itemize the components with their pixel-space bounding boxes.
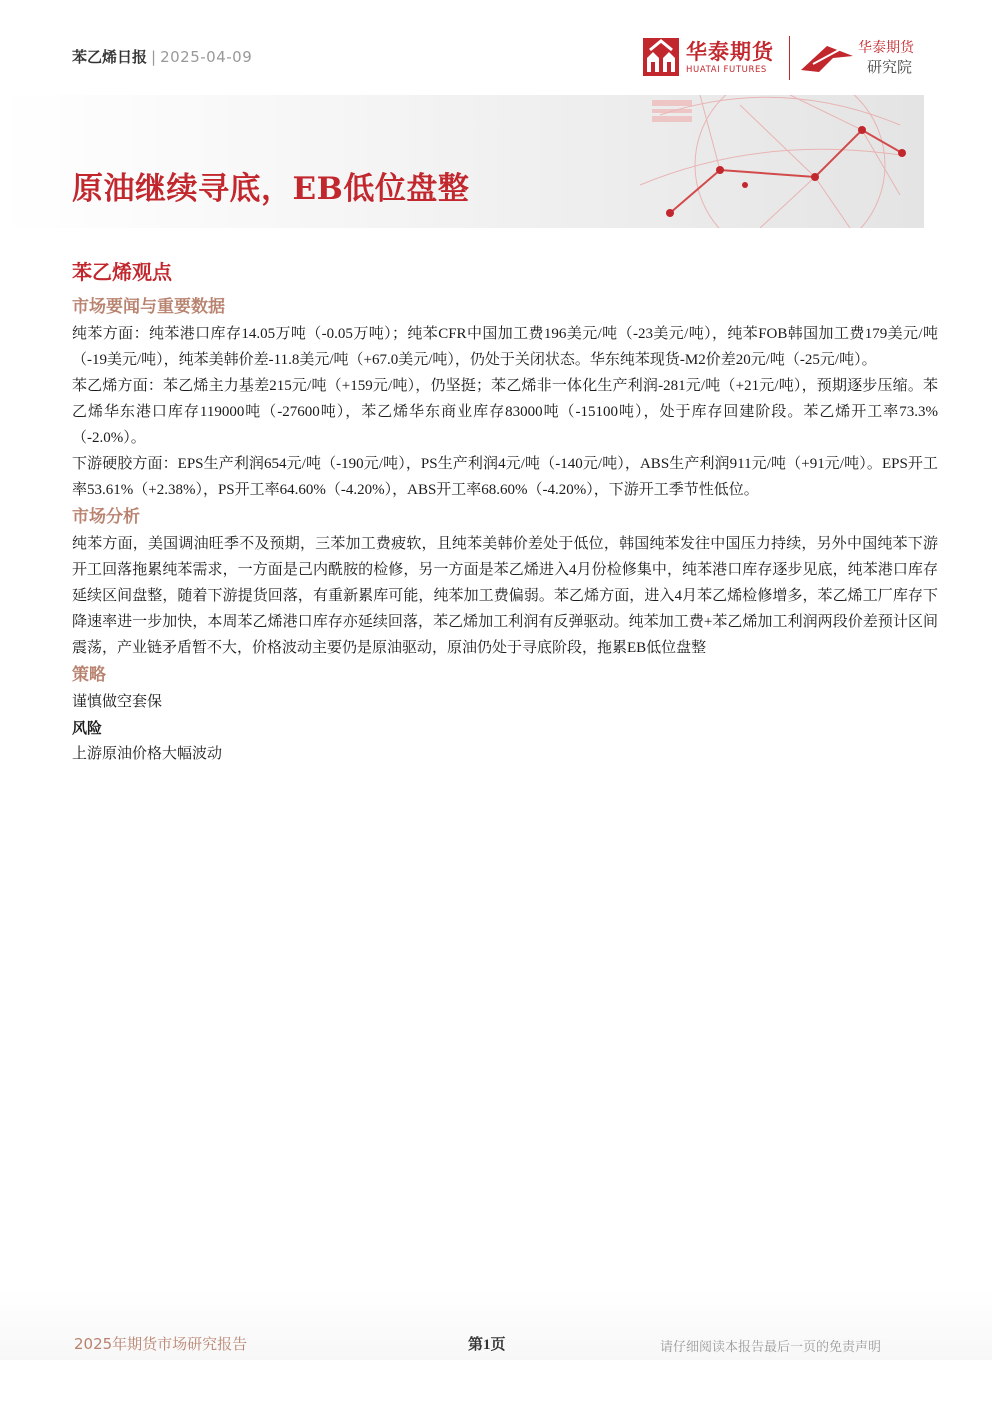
footer-report-series: 2025年期货市场研究报告 [74,1335,248,1353]
institute-name-line1: 华泰期货 [858,40,914,56]
news-paragraph-downstream: 下游硬胶方面：EPS生产利润654元/吨（-190元/吨），PS生产利润4元/吨（-140元/吨），ABS生产利润911元/吨（+91元/吨）。EPS开工率53.61%（+2.38%），PS开工率64.60%（-4.20%），ABS开工率68.60%（-4.20%），下游开工季节性低位。 [72,456,938,498]
strategy-subtitle: 策略 [72,665,106,685]
report-name: 苯乙烯日报 [72,48,148,66]
risk-label: 风险 [72,719,103,737]
banner-network-graphic [0,95,924,228]
news-subtitle: 市场要闻与重要数据 [72,297,225,317]
news-paragraph-benzene: 纯苯方面：纯苯港口库存14.05万吨（-0.05万吨）；纯苯CFR中国加工费196美元/吨（-23美元/吨），纯苯FOB韩国加工费179美元/吨（-19美元/吨），纯苯美韩价差-11.8美元/吨（+67.0美元/吨），仍处于关闭状态。华东纯苯现货-M2价差20元/吨（-25元/吨）。 [72,326,938,368]
report-date: 2025-04-09 [160,48,253,66]
company-logo [643,36,933,82]
analysis-paragraph: 纯苯方面，美国调油旺季不及预期，三苯加工费疲软，且纯苯美韩价差处于低位，韩国纯苯发往中国压力持续，另外中国纯苯下游开工回落拖累纯苯需求，一方面是己内酰胺的检修，另一方面是苯乙烯进入4月份检修集中，纯苯港口库存逐步见底，纯苯港口库存延续区间盘整，随着下游提货回落，有重新累库可能，纯苯加工费偏弱。苯乙烯方面，进入4月苯乙烯检修增多，苯乙烯工厂库存下降速率进一步加快，本周苯乙烯港口库存亦延续回落，苯乙烯加工利润有反弹驱动。纯苯加工费+苯乙烯加工利润两段价差预计区间震荡，产业链矛盾暂不大，价格波动主要仍是原油驱动，原油仍处于寻底阶段，拖累EB低位盘整 [72,536,938,656]
strategy-text: 谨慎做空套保 [72,694,163,710]
institute-bird-icon [799,40,855,74]
logo-divider [789,36,790,80]
logo-english-name: HUATAI FUTURES [686,65,767,75]
huatai-logo-icon [643,38,679,76]
page-title: 原油继续寻底，EB低位盘整 [72,171,470,207]
page-number: 第1页 [468,1337,506,1353]
logo-chinese-name: 华泰期货 [686,40,774,64]
section-title: 苯乙烯观点 [72,260,172,284]
disclaimer-note: 请仔细阅读本报告最后一页的免责声明 [660,1340,882,1355]
analysis-subtitle: 市场分析 [72,507,140,527]
institute-name-line2: 研究院 [867,58,913,76]
report-body [72,257,938,767]
header-separator: | [151,48,157,66]
report-header [72,46,252,67]
risk-text: 上游原油价格大幅波动 [72,746,223,762]
news-paragraph-styrene: 苯乙烯方面：苯乙烯主力基差215元/吨（+159元/吨），仍坚挺；苯乙烯非一体化生产利润-281元/吨（+21元/吨），预期逐步压缩。苯乙烯华东港口库存119000吨（-27600吨），苯乙烯华东商业库存83000吨（-15100吨），处于库存回建阶段。苯乙烯开工率73.3%（-2.0%）。 [72,378,938,446]
